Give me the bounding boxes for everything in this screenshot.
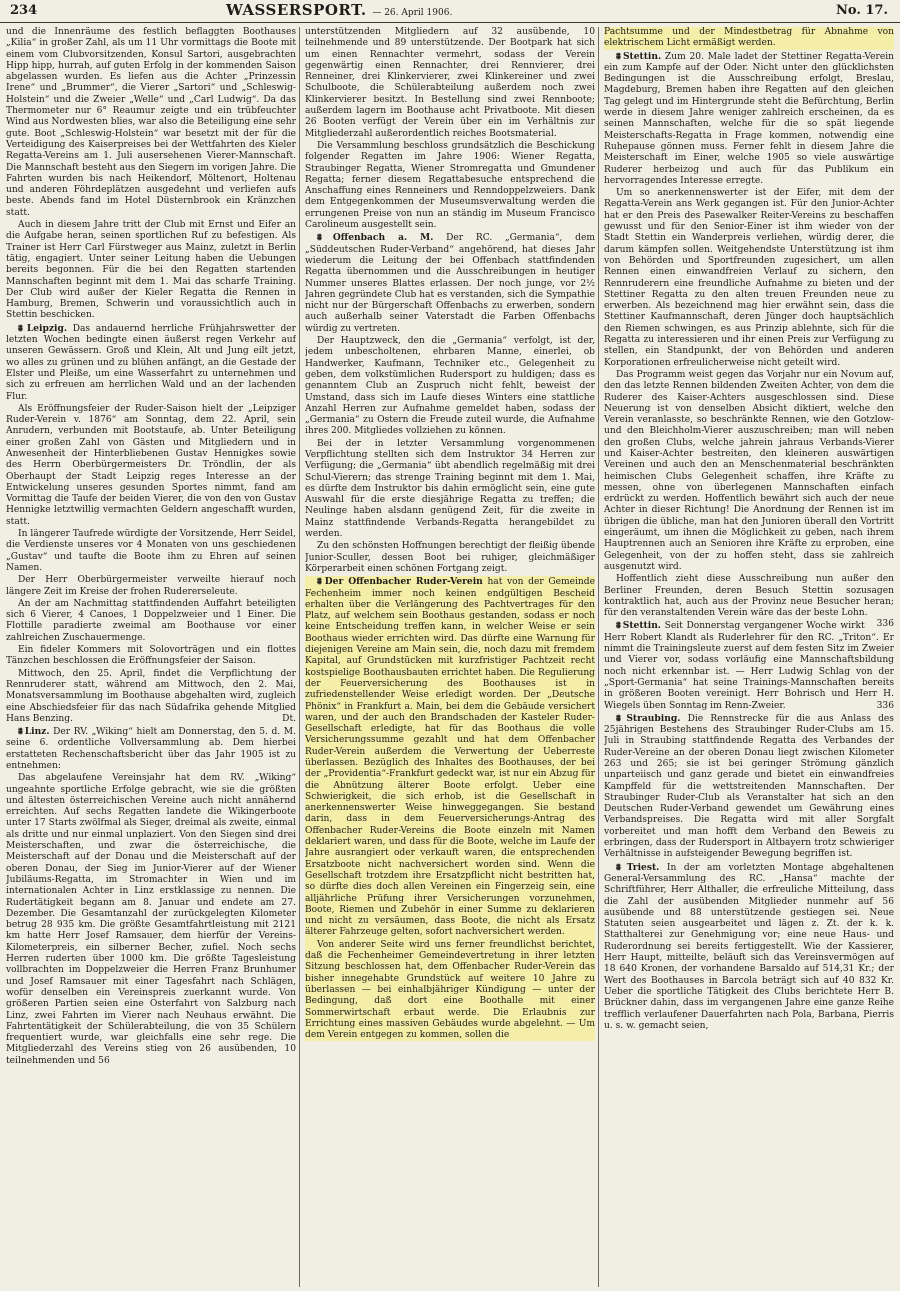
section-mark: ⩩ [616, 620, 623, 632]
article-straubing [604, 713, 894, 861]
paragraph: Ein fideler Kommers mit Solovorträgen und ein flottes Tänzchen beschlossen die Eröffnungsfeier der Saison. [6, 645, 296, 667]
column-rule [598, 27, 599, 1287]
paragraph: An der am Nachmittag stattfindenden Auffahrt beteiligten sich 6 Vierer, 4 Canoes, 1 Doppelzweier und 1 Einer. Die Flottille paradierte zweimal am Boothause vor einer zahlreichen Zuschauermenge. [6, 598, 296, 643]
article-stettin-2 [604, 620, 894, 711]
paragraph: Der Hauptzweck, den die „Germania“ verfolgt, ist der, jedem unbescholtenen, ehrbaren Manne, einerlei, ob Handwerker, Kaufmann, Techniker etc., Gelegenheit zu geben, dem volkstümlichen Rudersport zu huldigen; dass es genanntem Club an Zuspruch nicht fehlt, beweist der Umstand, dass sich im Laufe dieses Winters eine stattliche Anzahl Herren zur Aufnahme gemeldet haben, sodass der „Germania“ zu Ostern die Freude zuteil wurde, die Aufnahme ihres 200. Mitgliedes vollziehen zu können. [305, 336, 595, 437]
section-mark: ⩩ [317, 232, 333, 244]
article-offenbach [305, 232, 595, 335]
paragraph: Das abgelaufene Vereinsjahr hat dem RV. „Wiking“ ungeahnte sportliche Erfolge gebracht, wie sie die größten und ältesten österreichischen Vereine auch nicht annähernd erreichten. Auf sechs Regatten landete die Wikingerboote unter 17 Starts zwölfmal als Sieger, dreimal als zweite, einmal als dritte und nur einmal unplaziert. Von den Siegen sind drei Meisterschaften, und zwar die österreichische, die Meisterschaft auf der Donau und die Meisterschaft auf der oberen Donau, der Sieg im Junior-Vierer auf der Wiener Jubiläums-Regatta, im Stromachter in Wien und im internationalen Achter in Linz erstklassige zu nennen. Die Rudertätigkeit begann am 8. Januar und endete am 27. Dezember. Die Gesamtanzahl der zurückgelegten Kilometer betrug 28 935 km. Die größte Gesamtfahrtleistung mit 2121 km hatte Herr Josef Ramsauer, dem hierfür der Vereins-Kilometerpreis, ein silberner Becher, zufiel. Noch sechs Herren ruderten über 1000 km. Die größte Tagesleistung vollbrachten im Doppelzweier die Herren Franz Brunhumer und Josef Ramsauer mit einer Tagesfahrt nach Schlägen, wofür denselben ein Vereinspreis zuerkannt wurde. Von größeren Partien seien eine Osterfahrt von Salzburg nach Linz, zwei Fahrten im Vierer nach Neuhaus erwähnt. Die Fahrtentätigkeit der Schülerabteilung, die von 35 Schülern frequentiert wurde, war gleichfalls eine sehr rege. Die Mitgliederzahl des Vereins stieg von 26 ausübenden, 10 teilnehmenden und 56 [6, 773, 296, 1066]
masthead-title: WASSERSPORT. [226, 1, 367, 19]
section-mark: ⩩ [616, 861, 627, 873]
article-triest [604, 862, 894, 1032]
column-3 [604, 27, 894, 1287]
paragraph [604, 574, 894, 630]
article-leipzig [6, 323, 296, 403]
section-mark: ⩩ [18, 726, 25, 738]
paragraph: Von anderer Seite wird uns ferner freundlichst berichtet, daß die Fechenheimer Gemeindevertretung in ihrer letzten Sitzung beschlossen hat, dem Offenbacher Ruder-Verein das bisher innegehabte Grundstück auf weitere 10 Jahre zu überlassen — bei einhalbjähriger Kündigung — unter der Bedingung, daß dort eine Boothalle mit einer Sommerwirtschaft erbaut werde. Die Erlaubnis zur Errichtung eines massiven Gebäudes wurde abgelehnt. — Um dem Verein entgegen zu kommen, sollen die [305, 939, 595, 1041]
dateline-stettin: Stettin. [622, 620, 661, 632]
paragraph-text: Der RV. „Wiking“ hielt am Donnerstag, den 5. d. M. seine 6. ordentliche Vollversammlung ab. Dem hierbei erstatteten Rechenschaftsbericht über das Jahr 1905 ist zu entnehmen: [6, 727, 296, 771]
section-mark: ⩩ [18, 322, 27, 334]
paragraph: Zu den schönsten Hoffnungen berechtigt der fleißig übende Junior-Sculler, dessen Boot bei ruhiger, gleichmäßiger Körperarbeit einen schönen Fortgang zeigt. [305, 541, 595, 574]
paragraph: Die Versammlung beschloss grundsätzlich die Beschickung folgender Regatten im Jahre 1906: Wiener Regatta, Straubinger Regatta, Wiener Stromregatta und Gmundener Regatta; ferner diesem Regattabesuche entsprechend die Anschaffung eines Renneiners und Renndoppelzweiers. Dank dem Entgegenkommen der Museumsverwaltung werden die errungenen Preise von nun an ständig im Museum Francisco Carolineum ausgestellt sein. [305, 140, 595, 231]
masthead [226, 1, 452, 19]
dateline-straubing: Straubing. [626, 712, 681, 724]
paragraph: unterstützenden Mitgliedern auf 32 ausübende, 10 teilnehmende und 89 unterstützende. Der Bootpark hat sich um einen Rennachter vermehrt, sodass der Verein gegenwärtig einen Rennachter, drei Rennvierer, drei Renneiner, drei Klinkervierer, zwei Klinkereiner und zwei Schulboote, die Schülerabteilung außerdem noch zwei Klinkervierer besitzt. In Bestellung sind zwei Rennboote; außerdem lagern im Boothause acht Privatboote. Mit diesen 26 Booten verfügt der Verein über ein im Verhältnis zur Mitgliederzahl außerordentlich reiches Bootsmaterial. [305, 27, 595, 139]
article-heading: Der Offenbacher Ruder-Verein [324, 576, 483, 588]
paragraph: In längerer Taufrede würdigte der Vorsitzende, Herr Seidel, die Verdienste unseres vor 4 Monaten von uns geschiedenen „Gustav“ und taufte die Boote ihm zu Ehren auf seinen Namen. [6, 529, 296, 573]
paragraph: Um so anerkennenswerter ist der Eifer, mit dem der Regatta-Verein ans Werk gegangen ist. Für den Junior-Achter hat er den Preis des Pasewalker Reiter-Vereins zu beschaffen gewusst und für den Senior-Einer ist ihm wieder von der Stadt Stettin ein Wanderpreis verliehen, würdig derer, die darum kämpfen sollen. Weitgehendste Unterstützung ist ihm von Behörden und Sportfreunden zugesichert, um allen Rennen einen einwandfreien Verlauf zu sichern, den Rennruderern eine freundliche Aufnahme zu bieten und der Stettiner Regatta zu den alten treuen Freunden neue zu erwerben. Als bezeichnend mag hier erwähnt sein, dass die Stettiner Kaufmannschaft, deren Jünger doch hauptsächlich den Riemen schwingen, es aus Prinzip ablehnte, sich für die Regatta zu interessieren und ihr einen Preis zur Verfügung zu stellen, ein Standpunkt, der von Behörden und anderen Korporationen erfreulicherweise nicht geteilt wird. [604, 188, 894, 368]
paragraph-text: Mittwoch, den 25. April, findet die Verpflichtung der Rennruderer statt, während am Mittwoch, den 2. Mai, Monatsversammlung im Boothause abgehalten wird, zugleich eine Abschiedsfeier für das nach Südafrika gehende Mitglied Hans Benzing. [6, 668, 296, 724]
paragraph-text: Der RC. „Germania“, dem „Süddeutschen Ruder-Verband“ angehörend, hat dieses Jahr wiederum die Leitung der bei Offenbach stattfindenden Regatta übernommen und die Ausschreibungen in heutiger Nummer unseres Blattes erlassen. Der noch junge, vor 2½ Jahren gegründete Club hat es verstanden, sich die Sympathie nicht nur der Bürgerschaft Offenbachs zu erwerben, sondern auch außerhalb seiner Vaterstadt die Farben Offenbachs würdig zu vertreten. [305, 233, 595, 334]
paragraph-text: Seit Donnerstag vergangener Woche wirkt Herr Robert Klandt als Ruderlehrer für den RC. „Triton“. Er nimmt die Trainingsleute zuerst auf dem festen Sitz im Zweier und Vierer vor, sodass vorläufig eine Mannschaftsbildung noch nicht erkennbar ist. — Herr Ludwig Schlag von der „Sport-Germania“ hat seine Trainings-Mannschaften bereits in größeren Booten vereinigt. Herr Bohrisch und Herr H. Wiegels üben Sonntag im Renn-Zweier. [604, 621, 894, 711]
section-mark: ⩩ [616, 712, 627, 724]
paragraph: Auch in diesem Jahre tritt der Club mit Ernst und Eifer an die Aufgabe heran, seinen sportlichen Ruf zu befestigen. Als Trainer ist Herr Carl Fürstweger aus Mainz, zuletzt in Berlin tätig, engagiert. Unter seiner Leitung haben die Uebungen bereits begonnen. Für die bei den Regatten startenden Mannschaften beginnt mit dem 1. Mai das scharfe Training. Der Club wird außer der Kieler Regatta die Rennen in Hamburg, Bremen, Schwerin und voraussichtlich auch in Stettin beschicken. [6, 220, 296, 321]
dateline-triest: Triest. [626, 861, 660, 873]
section-mark: ⩩ [317, 576, 325, 588]
article-number: 336 [876, 619, 894, 630]
paragraph-text: In der am vorletzten Montage abgehaltenen General-Versammlung des RC. „Hansa“ machte der Schriftführer, Herr Althaller, die erfreuliche Mitteilung, dass die Zahl der ausübenden Mitglieder nunmehr auf 56 ausübende und 88 unterstützende gestiegen sei. Neue Statuten seien ausgearbeitet und lägen z. Zt. der k. k. Statthalterei zur Genehmigung vor; eine neue Haus- und Ruderordnung sei bereits fertiggestellt. Wie der Kassierer, Herr Haupt, mitteilte, beläuft sich das Vereinsvermögen auf 18 640 Kronen, der vorhandene Barsaldo auf 514,31 Kr.; der Wert des Boothauses in Barcola beträgt sich auf 40 832 Kr. Ueber die sportliche Tätigkeit des Clubs berichtete Herr B. Brückner dahin, dass im vergangenen Jahre eine ganze Reihe trefflich verlaufener Dauerfahrten nach Pola, Barbana, Pierris u. s. w. gemacht seien, [604, 862, 894, 1031]
page-header [0, 0, 900, 23]
paragraph: Das Programm weist gegen das Vorjahr nur ein Novum auf, den das letzte Rennen bildenden Zweiten Achter, von dem die Ruderer des Kaiser-Achters ausgeschlossen sind. Diese Neuerung ist von denselben Absicht diktiert, welche den Verein veranlasste, so beschränkte Rennen, wie den Gotzlow- und den Bleichholm-Vierer auszuschreiben; man will neben den großen Clubs, welche jahrein jahraus Verbands-Vierer und Kaiser-Achter bestreiten, den kleineren auswärtigen Vereinen und auch den an Menschenmaterial beschränkten heimischen Clubs Gelegenheit schaffen, ihre Kräfte zu messen, ohne von überlegenen Mannschaften einfach erdrückt zu werden. Hoffentlich bewährt sich auch der neue Achter in dieser Richtung! Die Anordnung der Rennen ist im übrigen die übliche, man hat den Junioren überall den Vortritt eingeräumt, um ihnen die Möglichkeit zu geben, nach ihrem Hauptrennen auch an Senioren ihre Kräfte zu erproben, eine Gelegenheit, von der zu hoffen steht, dass sie zahlreich ausgenutzt wird. [604, 369, 894, 572]
issue-date: — 26. April 1906. [372, 8, 453, 18]
dateline-offenbach: Offenbach a. M. [332, 232, 434, 244]
paragraph-text: Zum 20. Male ladet der Stettiner Regatta-Verein ein zum Kampfe auf der Oder. Nicht unter den glücklichsten Bedingungen ist die Ausschreibung erfolgt, Breslau, Magdeburg, Bremen haben ihre Regatten auf den gleichen Tag gelegt und im Hintergrunde steht die Befürchtung, Berlin werde in diesem Jahre weniger zahlreich erscheinen, da es seinen Mannschaften, welche für die so spät liegende Meisterschafts-Regatta in Frage kommen, notwendig eine Ruhepause gönnen muss. Ferner fehlt in diesem Jahre die Meisterschaft im Einer, welche 1905 so viele auswärtige Ruderer herbeizog und auch für das Publikum ein hervorragendes Interesse erregte. [604, 51, 894, 186]
paragraph-text: Das andauernd herrliche Frühjahrswetter der letzten Wochen bedingte einen äußerst regen Verkehr auf unseren Gewässern. Groß und Klein, Alt und Jung eilt jetzt, wo alles zu grünen und zu blühen anfängt, an die Gestade der Elster und Pleiße, um eine Wasserfahrt zu unternehmen und sich zu erfreuen am herrlichen Wald und an der lachenden Flur. [6, 323, 296, 402]
paragraph: und die Innenräume des festlich beflaggten Boothauses „Kilia“ in großer Zahl, als um 11 Uhr vormittags die Boote mit einem vom Clubvorsitzenden, Konsul Sartori, ausgebrachten Hipp hipp, hurrah, auf guten Erfolg in der kommenden Saison abgelassen wurden. Es liefen aus die Achter „Prinzessin Irene“ und „Brummer“, die Vierer „Sartori“ und „Schleswig-Holstein“ und die Zweier „Welle“ und „Carl Ludwig“. Da das Thermometer nur 6° Reaumur zeigte und ein trübfeuchter Wind aus Nordwesten blies, war also die Beteiligung eine sehr gute. Boot „Schleswig-Holstein“ war besetzt mit der für die Verteidigung des Kaiserpreises bei der Wettfahrten des Kieler Regatta-Vereins am 1. Juli ausersehenen Vierer-Mannschaft. Die Mannschaft besteht aus den Siegern im vorigen Jahre. Die Fahrten wurden bis nach Heikendorf, Möltenort, Holtenau und anderen Föhrdeplätzen ausgedehnt und verliefen aufs beste. Abends fand im Hotel Düsternbrook ein Kränzchen statt. [6, 27, 296, 218]
dateline-stettin: Stettin. [622, 50, 662, 62]
dateline-linz: Linz. [24, 726, 50, 738]
highlighted-passage: Pachtsumme und der Mindestbetrag für Abnahme von elektrischem Licht ermäßigt werden. [604, 27, 894, 49]
article-stettin [604, 51, 894, 188]
paragraph: Als Eröffnungsfeier der Ruder-Saison hielt der „Leipziger Ruder-Verein v. 1876“ am Sonntag, dem 22. April, sein Anrudern, verbunden mit Bootstaufe, ab. Unter Beteiligung einer großen Zahl von Gästen und Mitgliedern und in Anwesenheit der Hinterbliebenen Gustav Hennigkes sowie des Herrn Oberbürgermeisters Dr. Tröndlin, der als Oberhaupt der Stadt Leipzig reges Interesse an der Entwickelung unseres gesunden Sportes nimmt, fand am Vormittag die Taufe der beiden Vierer, die von den von Gustav Hennigke letztwillig vermachten Geldern angeschafft wurden, statt. [6, 403, 296, 527]
column-2 [305, 27, 595, 1287]
paragraph: Bei der in letzter Versammlung vorgenommenen Verpflichtung stellten sich dem Instruktor 34 Herren zur Verfügung; die „Germania“ übt abendlich regelmäßig mit drei Schul-Vierern; das strenge Training beginnt mit dem 1. Mai, es dürfte dem Instruktor bis dahin ermöglicht sein, eine gute Auswahl für die erste diesjährige Regatta zu treffen; die Neulinge haben alsdann genügend Zeit, für die zweite in Mainz stattfindende Verbands-Regatta herangebildet zu werden. [305, 438, 595, 540]
section-mark: ⩩ [616, 50, 623, 62]
author-sign: Dt. [282, 713, 296, 724]
dateline-leipzig: Leipzig. [26, 322, 67, 334]
paragraph-text: hat von der Gemeinde Fechenheim immer noch keinen endgültigen Bescheid erhalten über die Verlängerung des Pachtvertrages für den Platz, auf welchem sein Boothaus gestanden, sodass er noch keine Entscheidung treffen kann, in welcher Weise er sein Boothaus wieder errichten wird. Das dürfte eine Warnung für diejenigen Vereine am Main sein, die, noch dazu mit fremdem Kapital, auf Grundstücken mit kurzfristiger Pachtzeit recht kostspielige Boothausbauten errichtet haben. Die Regulierung der Feuerversicherung des Boothauses ist in zufriedenstellender Weise erledigt worden. Der „Deutsche Phönix“ in Frankfurt a. Main, bei dem die Gebäude versichert waren, und der auch den Brandschaden der Kasteler Ruder-Gesellschaft erledigte, hat für das Boothaus die volle Versicherungssumme gezahlt und hat dem Offenbacher Ruder-Verein außerdem die Verwertung der Ueberreste überlassen. Bezüglich des Inhaltes des Boothauses, der bei der „Providentia“-Frankfurt gedeckt war, ist nur ein Abzug für die Abnützung älterer Boote erfolgt. Ueber eine Schwierigkeit, die sich erhob, ist die Gesellschaft in anerkennenswerter Weise hinweggegangen. Sie bestand darin, dass in dem Feuerversicherungs-Antrag des Offenbacher Ruder-Vereins die Boote einzeln mit Namen deklariert waren, und dass für die Boote, welche im Laufe der Jahre ausrangiert oder verkauft waren, die entsprechenden Ersatzboote nicht nachversichert worden sind. Wenn die Gesellschaft trotzdem ihre Ersatzpflicht nicht bestritten hat, so dürfte dies doch allen Vereinen ein Fingerzeig sein, eine alljährliche Prüfung ihrer Versicherungen vorzunehmen, Boote, Riemen und Zubehör in einer Summe zu deklarieren und nicht zu versäumen, dass Boote, die nicht als Ersatz älterer Fahrzeuge gelten, sofort nachversichert werden. [305, 577, 595, 938]
highlighted-passage [305, 576, 595, 1041]
paragraph [6, 669, 296, 725]
column-1 [6, 27, 296, 1287]
page-number: 234 [10, 3, 38, 18]
column-rule [299, 27, 300, 1287]
paragraph-text: Hoffentlich zieht diese Ausschreibung nun außer den Berliner Freunden, deren Besuch Stettin sozusagen kontraktlich hat, auch aus der Provinz neue Besucher heran; für den veranstaltenden Verein wäre das der beste Lohn. [604, 574, 894, 619]
article-number: 336 [876, 700, 894, 711]
paragraph-text: Die Rennstrecke für die aus Anlass des 25jährigen Bestehens des Straubinger Ruder-Clubs am 15. Juli in Straubing stattfindende Regatta des Verbandes der Ruder-Vereine an der oberen Donau liegt zwischen Kilometer 263 und 265; sie ist bei geringer Strömung gänzlich unparteiisch und ganz gerade und bietet ein einwandfreies Kampffeld für die wettstreitenden Mannschaften. Der Straubinger Ruder-Club als Veranstalter hat sich an den Deutschen Ruder-Verband gewendet um Gewährung eines Verbandspreises. Die Regatta wird mit aller Sorgfalt vorbereitet und man hofft dem Verband den Beweis zu erbringen, dass der Rudersport in Altbayern trotz schwieriger Verhältnisse in aufsteigender Bewegung begriffen ist. [604, 713, 894, 860]
article-offenbacher-ruder-verein [305, 576, 595, 939]
paragraph: Der Herr Oberbürgermeister verweilte hierauf noch längere Zeit im Kreise der frohen Rudererseleute. [6, 575, 296, 597]
article-linz [6, 726, 296, 772]
issue-number: No. 17. [836, 3, 888, 18]
